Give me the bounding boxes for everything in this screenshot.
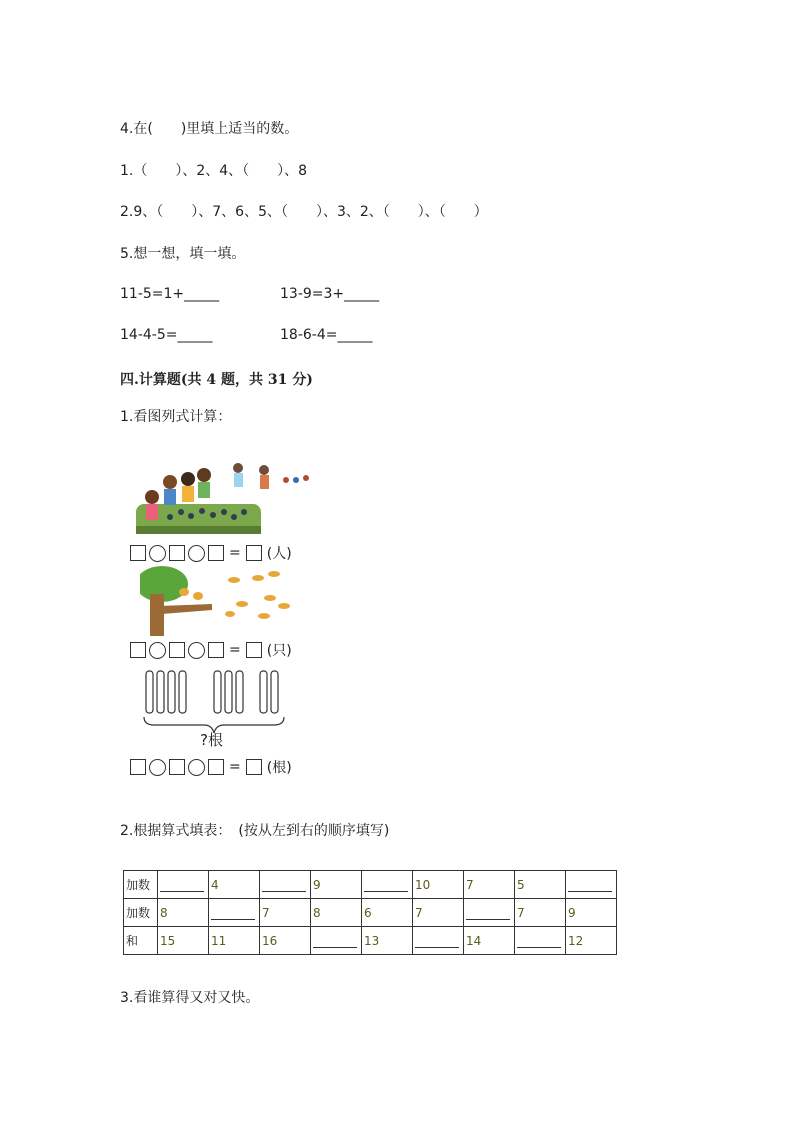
q4-line2: 2.9、（ ）、7、6、5、（ ）、3、2、（ ）、（ ） bbox=[120, 204, 488, 220]
section4-q2-title: 2.根据算式填表： (按从左到右的顺序填写) bbox=[120, 823, 390, 839]
q5-eq1: 11-5=1+_____ bbox=[120, 286, 220, 302]
operator-circle[interactable] bbox=[188, 545, 205, 562]
answer-box[interactable] bbox=[246, 642, 262, 658]
answer-box[interactable] bbox=[169, 545, 185, 561]
table-cell: 7 bbox=[515, 899, 566, 927]
equation-row-3 bbox=[130, 757, 292, 777]
answer-blank[interactable] bbox=[364, 879, 408, 892]
answer-box[interactable] bbox=[169, 642, 185, 658]
unit-label: (只) bbox=[266, 643, 292, 659]
q5-title: 5.想一想，填一填。 bbox=[120, 246, 246, 262]
answer-box[interactable] bbox=[130, 642, 146, 658]
table-cell[interactable] bbox=[464, 899, 515, 927]
answer-blank[interactable] bbox=[211, 907, 255, 920]
table-cell: 11 bbox=[209, 927, 260, 955]
table-cell[interactable] bbox=[209, 899, 260, 927]
answer-blank[interactable] bbox=[313, 935, 357, 948]
q5-eq4: 18-6-4=_____ bbox=[280, 327, 373, 343]
q5-eq2: 13-9=3+_____ bbox=[280, 286, 380, 302]
equals-sign: = bbox=[229, 642, 241, 658]
q4-line1: 1.（ ）、2、4、（ ）、8 bbox=[120, 163, 308, 179]
figure-birds-picture bbox=[140, 566, 330, 636]
answer-blank[interactable] bbox=[568, 879, 612, 892]
equals-sign: = bbox=[229, 545, 241, 561]
table-cell[interactable] bbox=[413, 927, 464, 955]
row-label: 加数 bbox=[124, 899, 158, 927]
answer-box[interactable] bbox=[246, 759, 262, 775]
table-row bbox=[124, 927, 617, 955]
answer-blank[interactable] bbox=[160, 879, 204, 892]
row-label: 和 bbox=[124, 927, 158, 955]
table-row bbox=[124, 871, 617, 899]
table-cell: 12 bbox=[566, 927, 617, 955]
answer-box[interactable] bbox=[208, 759, 224, 775]
table-cell[interactable] bbox=[260, 871, 311, 899]
answer-box[interactable] bbox=[169, 759, 185, 775]
table-cell: 9 bbox=[566, 899, 617, 927]
table-cell[interactable] bbox=[158, 871, 209, 899]
answer-blank[interactable] bbox=[415, 935, 459, 948]
answer-blank[interactable] bbox=[517, 935, 561, 948]
table-cell: 14 bbox=[464, 927, 515, 955]
answer-box[interactable] bbox=[130, 759, 146, 775]
unit-label: (人) bbox=[266, 546, 292, 562]
table-cell: 15 bbox=[158, 927, 209, 955]
operator-circle[interactable] bbox=[149, 545, 166, 562]
operator-circle[interactable] bbox=[188, 642, 205, 659]
table-row bbox=[124, 899, 617, 927]
table-cell[interactable] bbox=[515, 927, 566, 955]
equals-sign: = bbox=[229, 759, 241, 775]
table-cell: 13 bbox=[362, 927, 413, 955]
table-cell: 7 bbox=[260, 899, 311, 927]
operator-circle[interactable] bbox=[188, 759, 205, 776]
operator-circle[interactable] bbox=[149, 759, 166, 776]
answer-box[interactable] bbox=[246, 545, 262, 561]
answer-box[interactable] bbox=[208, 642, 224, 658]
table-cell: 8 bbox=[158, 899, 209, 927]
bundle-label: ?根 bbox=[200, 731, 223, 749]
table-cell: 6 bbox=[362, 899, 413, 927]
equation-row-1 bbox=[130, 543, 292, 563]
table-cell: 5 bbox=[515, 871, 566, 899]
answer-box[interactable] bbox=[208, 545, 224, 561]
q4-title: 4.在( )里填上适当的数。 bbox=[120, 121, 299, 137]
table-cell[interactable] bbox=[566, 871, 617, 899]
table-cell: 9 bbox=[311, 871, 362, 899]
operator-circle[interactable] bbox=[149, 642, 166, 659]
section4-q3-title: 3.看谁算得又对又快。 bbox=[120, 990, 260, 1006]
addition-table bbox=[123, 870, 617, 955]
table-cell: 16 bbox=[260, 927, 311, 955]
table-cell: 4 bbox=[209, 871, 260, 899]
table-cell[interactable] bbox=[362, 871, 413, 899]
table-cell: 7 bbox=[413, 899, 464, 927]
section4-title: 四.计算题(共 4 题，共 31 分) bbox=[120, 372, 313, 388]
answer-blank[interactable] bbox=[262, 879, 306, 892]
answer-blank[interactable] bbox=[466, 907, 510, 920]
answer-box[interactable] bbox=[130, 545, 146, 561]
table-cell: 7 bbox=[464, 871, 515, 899]
figure-children-picture bbox=[136, 462, 328, 537]
table-cell[interactable] bbox=[311, 927, 362, 955]
unit-label: (根) bbox=[266, 760, 292, 776]
table-cell: 10 bbox=[413, 871, 464, 899]
section4-q1-title: 1.看图列式计算： bbox=[120, 409, 232, 425]
q5-eq3: 14-4-5=_____ bbox=[120, 327, 213, 343]
row-label: 加数 bbox=[124, 871, 158, 899]
table-cell: 8 bbox=[311, 899, 362, 927]
equation-row-2 bbox=[130, 640, 292, 660]
